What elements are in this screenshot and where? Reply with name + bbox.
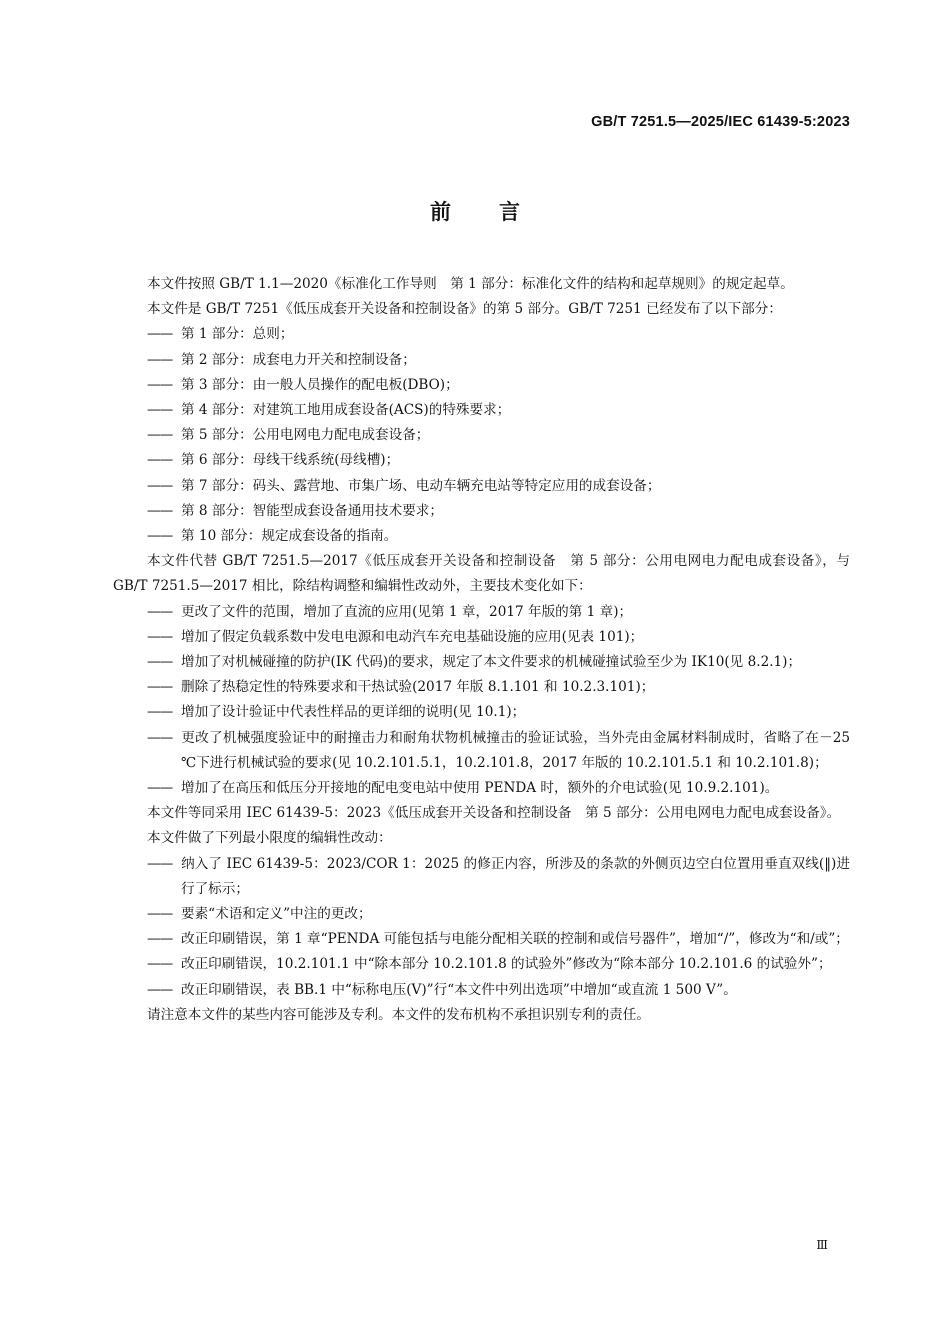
list-item: —— 第 10 部分：规定成套设备的指南。	[113, 524, 850, 549]
paragraph: 本文件是 GB/T 7251《低压成套开关设备和控制设备》的第 5 部分。GB/T 7251 已经发布了以下部分：	[147, 301, 782, 318]
list-item: —— 更改了文件的范围，增加了直流的应用(见第 1 章，2017 年版的第 1 章)；	[113, 600, 850, 625]
list-item: —— 增加了假定负载系数中发电电源和电动汽车充电基础设施的应用(见表 101)；	[113, 625, 850, 650]
list-item: —— 第 1 部分：总则；	[113, 322, 850, 347]
list-item: —— 改正印刷错误，10.2.101.1 中“除本部分 10.2.101.8 的试验外”修改为“除本部分 10.2.101.6 的试验外”；	[113, 952, 850, 977]
list-item: —— 删除了热稳定性的特殊要求和干热试验(2017 年版 8.1.101 和 10.2.3.101)；	[113, 675, 850, 700]
paragraph: 本文件代替 GB/T 7251.5—2017《低压成套开关设备和控制设备 第 5 部分：公用电网电力配电成套设备》，与 GB/T 7251.5—2017 相比，除结构调整和编辑性改动外，主要技术变化如下：	[113, 553, 850, 595]
list-item: —— 改正印刷错误，表 BB.1 中“标称电压(V)”行“本文件中列出选项”中增加“或直流 1 500 V”。	[113, 978, 850, 1003]
standard-number-header: GB/T 7251.5—2025/IEC 61439-5:2023	[591, 114, 850, 130]
list-item: —— 改正印刷错误，第 1 章“PENDA 可能包括与电能分配相关联的控制和或信号器件”，增加“/”，修改为“和/或”；	[113, 927, 850, 952]
list-item: —— 增加了设计验证中代表性样品的更详细的说明(见 10.1)；	[113, 700, 850, 725]
list-item: —— 纳入了 IEC 61439-5：2023/COR 1：2025 的修正内容，所涉及的条款的外侧页边空白位置用垂直双线(‖)进行了标示；	[113, 852, 850, 902]
page-number: Ⅲ	[816, 1238, 828, 1252]
page-title: 前言	[430, 200, 568, 224]
list-item: —— 第 8 部分：智能型成套设备通用技术要求；	[113, 499, 850, 524]
list-item: —— 第 6 部分：母线干线系统(母线槽)；	[113, 448, 850, 473]
paragraph: 本文件做了下列最小限度的编辑性改动：	[147, 830, 392, 847]
list-item: —— 第 3 部分：由一般人员操作的配电板(DBO)；	[113, 373, 850, 398]
list-item: —— 要素“术语和定义”中注的更改；	[113, 902, 850, 927]
list-item: —— 第 2 部分：成套电力开关和控制设备；	[113, 348, 850, 373]
paragraph: 请注意本文件的某些内容可能涉及专利。本文件的发布机构不承担识别专利的责任。	[147, 1006, 650, 1023]
list-item: —— 第 7 部分：码头、露营地、市集广场、电动车辆充电站等特定应用的成套设备；	[113, 474, 850, 499]
paragraph: 本文件等同采用 IEC 61439-5：2023《低压成套开关设备和控制设备 第 5 部分：公用电网电力配电成套设备》。	[147, 805, 841, 822]
list-item: —— 更改了机械强度验证中的耐撞击力和耐角状物机械撞击的验证试验，当外壳由金属材料制成时，省略了在－25 ℃下进行机械试验的要求(见 10.2.101.5.1，10.2.101.8，2017 年版的 10.2.101.5.1 和 10.2.101.8)；	[113, 726, 850, 776]
list-item: —— 增加了对机械碰撞的防护(IK 代码)的要求，规定了本文件要求的机械碰撞试验至少为 IK10(见 8.2.1)；	[113, 650, 850, 675]
foreword-body	[113, 272, 850, 1028]
list-item: —— 增加了在高压和低压分开接地的配电变电站中使用 PENDA 时，额外的介电试验(见 10.9.2.101)。	[113, 776, 850, 801]
paragraph: 本文件按照 GB/T 1.1—2020《标准化工作导则 第 1 部分：标准化文件的结构和起草规则》的规定起草。	[147, 276, 794, 292]
list-item: —— 第 5 部分：公用电网电力配电成套设备；	[113, 423, 850, 448]
list-item: —— 第 4 部分：对建筑工地用成套设备(ACS)的特殊要求；	[113, 398, 850, 423]
